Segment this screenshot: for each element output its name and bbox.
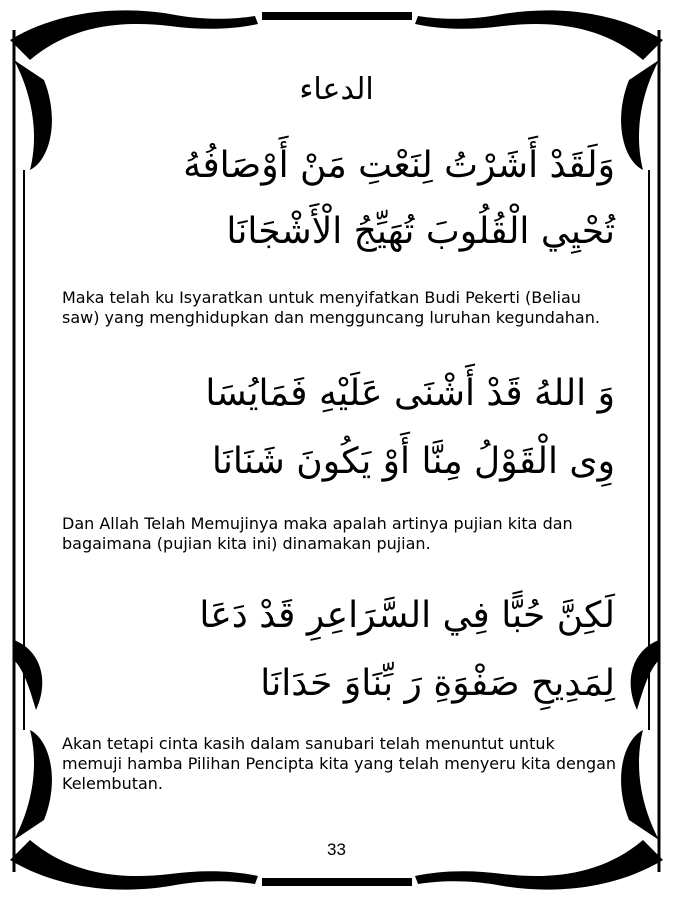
verse-2-translation: Dan Allah Telah Memujinya maka apalah artinya pujian kita dan bagaimana (pujian kita ini) dinamakan pujian. (62, 514, 573, 553)
verse-3-translation: Akan tetapi cinta kasih dalam sanubari telah menuntut untuk memuji hamba Pilihan Pencipta kita yang telah menyeru kita dengan Kelembutan. (62, 734, 617, 793)
verse-1-translation: Maka telah ku Isyaratkan untuk menyifatkan Budi Pekerti (Beliau saw) yang menghidupkan dan mengguncang luruhan kegundahan. (62, 288, 600, 327)
verse-1-line-1: وَلَقَدْ أَشَرْتُ لِنَعْتِ مَنْ أَوْصَافُهُ (183, 145, 615, 186)
page-number: 33 (327, 840, 346, 859)
page-title: الدعاء (299, 72, 374, 107)
verse-3-line-2: لِمَدِيحِ صَفْوَةِ رَ بِّنَاوَ حَدَانَا (260, 663, 615, 704)
verse-2-line-2: وِى الْقَوْلُ مِنَّا أَوْ يَكُونَ شَنَانَا (211, 441, 615, 482)
verse-1-line-2: تُحْيِي الْقُلُوبَ تُهَيِّجُ الْأَشْجَانَا (226, 211, 615, 252)
verse-3-line-1: لَكِنَّ حُبًّا فِي السَّرَاعِرِ قَدْ دَعَا (199, 595, 615, 636)
verse-2-line-1: وَ اللهُ قَدْ أَشْنَى عَلَيْهِ فَمَايُسَا (205, 373, 615, 414)
